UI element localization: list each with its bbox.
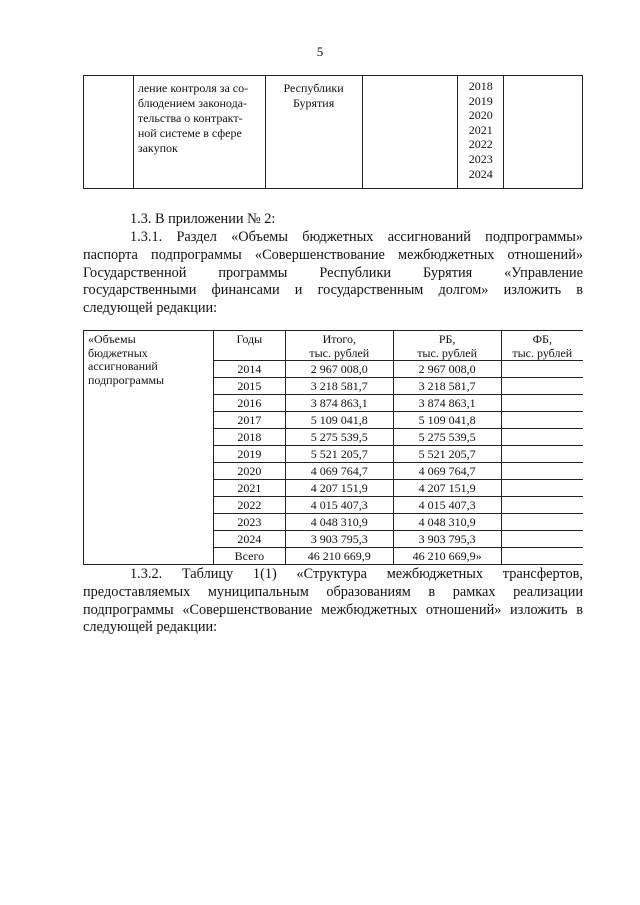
budget-label-line: ассигнований xyxy=(88,359,158,373)
row-fb xyxy=(501,463,583,480)
row-fb xyxy=(501,531,583,548)
row-total: 5 109 041,8 xyxy=(285,412,393,429)
header-rb-unit: тыс. рублей xyxy=(417,345,478,360)
row-year: 2024 xyxy=(213,531,285,548)
row-fb xyxy=(501,548,583,565)
row-year: 2023 xyxy=(213,514,285,531)
header-rb-line: РБ, xyxy=(438,332,456,346)
row-fb xyxy=(501,412,583,429)
top-table-years xyxy=(458,76,504,189)
row-rb: 4 207 151,9 xyxy=(393,480,501,497)
year: 2021 xyxy=(468,122,493,137)
page-number: 5 xyxy=(316,44,324,59)
header-total xyxy=(285,331,393,361)
task-line: тельства о контракт- xyxy=(137,111,243,125)
row-year: 2015 xyxy=(213,378,285,395)
row-rb: 3 218 581,7 xyxy=(393,378,501,395)
row-fb xyxy=(501,361,583,378)
year: 2019 xyxy=(468,93,493,108)
top-table-task xyxy=(133,76,265,189)
row-total: 5 275 539,5 xyxy=(285,429,393,446)
row-rb: 5 109 041,8 xyxy=(393,412,501,429)
row-rb: 4 015 407,3 xyxy=(393,497,501,514)
year: 2022 xyxy=(468,137,493,152)
budget-label-line: подпрограммы xyxy=(88,372,165,387)
row-total: 3 903 795,3 xyxy=(285,531,393,548)
row-total: 4 069 764,7 xyxy=(285,463,393,480)
year: 2020 xyxy=(468,108,493,123)
header-years: Годы xyxy=(213,331,285,361)
row-fb xyxy=(501,395,583,412)
section-1-3-2: 1.3.2. Таблицу 1(1) «Структура межбюджетных трансфертов, предоставляемых муниципальным образованиям в рамках реализации подпрограммы «Совершенствование межбюджетных отношений» изложить в следующей редакции: xyxy=(83,566,583,636)
budget-label xyxy=(84,331,214,565)
top-table-row xyxy=(84,76,583,189)
row-year: 2017 xyxy=(213,412,285,429)
row-total: 4 207 151,9 xyxy=(285,480,393,497)
row-year: 2018 xyxy=(213,429,285,446)
top-table-cell-empty xyxy=(362,76,458,189)
row-year: 2019 xyxy=(213,446,285,463)
header-fb xyxy=(501,331,583,361)
row-year: 2016 xyxy=(213,395,285,412)
row-year: 2014 xyxy=(213,361,285,378)
executor-line: Республики xyxy=(283,81,344,95)
header-rb xyxy=(393,331,501,361)
header-fb-line: ФБ, xyxy=(532,332,552,346)
task-line: закупок xyxy=(137,141,178,155)
row-fb xyxy=(501,429,583,446)
row-year: 2020 xyxy=(213,463,285,480)
row-total: 2 967 008,0 xyxy=(285,361,393,378)
row-total: 4 048 310,9 xyxy=(285,514,393,531)
header-total-line: Итого, xyxy=(322,332,356,346)
section-1-3: 1.3. В приложении № 2: xyxy=(130,211,276,227)
row-rb: 5 521 205,7 xyxy=(393,446,501,463)
row-year: Всего xyxy=(213,548,285,565)
row-fb xyxy=(501,497,583,514)
budget-label-line: «Объемы xyxy=(88,332,136,346)
row-rb: 4 069 764,7 xyxy=(393,463,501,480)
row-total: 3 874 863,1 xyxy=(285,395,393,412)
header-fb-unit: тыс. рублей xyxy=(512,345,573,360)
top-table-cell-empty xyxy=(504,76,583,189)
row-total: 46 210 669,9 xyxy=(285,548,393,565)
year: 2024 xyxy=(468,166,493,181)
executor-line: Бурятия xyxy=(292,96,335,110)
budget-label-line: бюджетных xyxy=(88,345,148,360)
row-year: 2022 xyxy=(213,497,285,514)
row-rb: 2 967 008,0 xyxy=(393,361,501,378)
budget-table-header xyxy=(84,331,584,361)
header-total-unit: тыс. рублей xyxy=(309,345,370,360)
row-total: 5 521 205,7 xyxy=(285,446,393,463)
task-line: блюдением законода- xyxy=(137,96,247,110)
top-table-cell-empty xyxy=(84,76,134,189)
row-total: 3 218 581,7 xyxy=(285,378,393,395)
year: 2018 xyxy=(468,79,493,93)
year: 2023 xyxy=(468,151,493,166)
section-1-3-1: 1.3.1. Раздел «Объемы бюджетных ассигнований подпрограммы» паспорта подпрограммы «Совершенствование межбюджетных отношений» Государственной программы Республики Бурятия «Управление государственными финансами и государственным долгом» изложить в следующей редакции: xyxy=(83,229,583,317)
top-table xyxy=(83,75,583,189)
row-fb xyxy=(501,446,583,463)
task-line: ление контроля за со- xyxy=(137,81,249,95)
task-line: ной системе в сфере xyxy=(137,126,242,140)
row-rb: 3 874 863,1 xyxy=(393,395,501,412)
top-table-executor xyxy=(265,76,362,189)
row-year: 2021 xyxy=(213,480,285,497)
budget-table xyxy=(83,330,583,565)
row-rb: 5 275 539,5 xyxy=(393,429,501,446)
row-rb: 46 210 669,9» xyxy=(393,548,501,565)
row-fb xyxy=(501,514,583,531)
row-fb xyxy=(501,480,583,497)
row-rb: 3 903 795,3 xyxy=(393,531,501,548)
row-rb: 4 048 310,9 xyxy=(393,514,501,531)
row-fb xyxy=(501,378,583,395)
row-total: 4 015 407,3 xyxy=(285,497,393,514)
